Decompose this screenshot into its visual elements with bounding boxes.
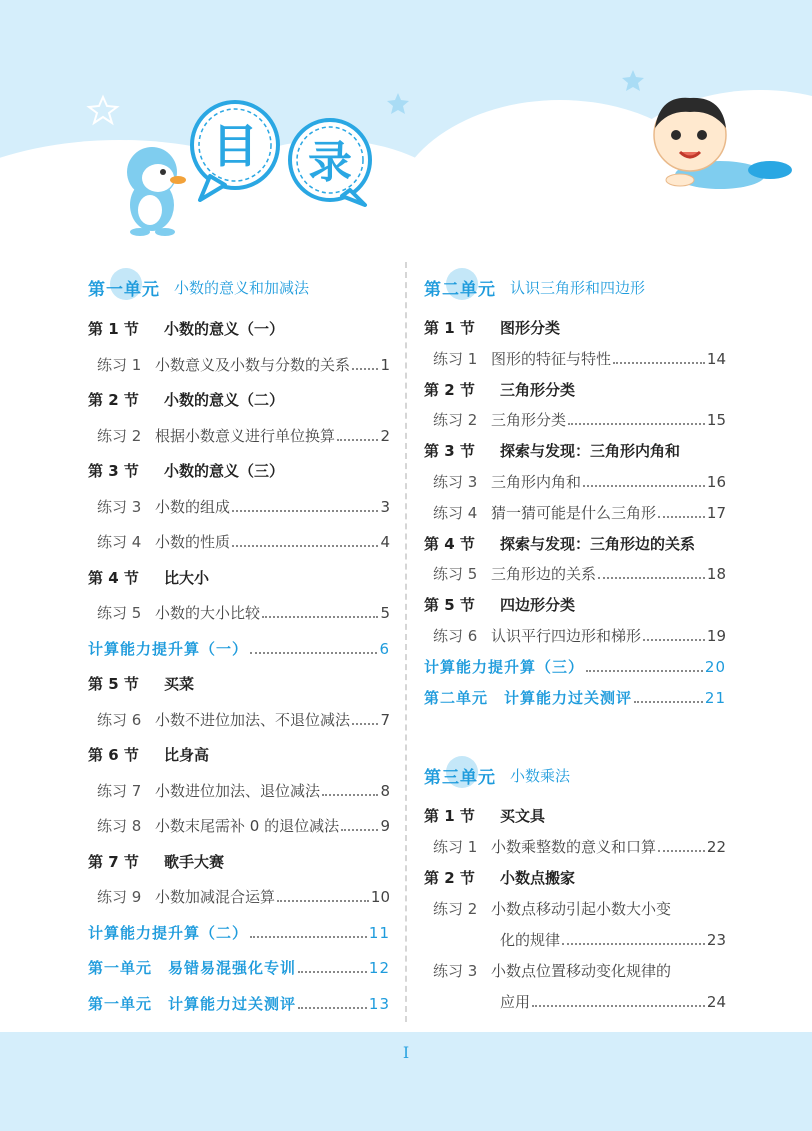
leader-dots: [658, 850, 705, 852]
entry-label: 练习 1: [97, 355, 142, 374]
entry-title: 根据小数意义进行单位换算: [155, 426, 336, 445]
entry-title: 小数的性质: [155, 533, 231, 551]
entry-label: 练习 1: [433, 838, 478, 856]
leader-dots: [568, 423, 705, 425]
exercise-entry: [424, 625, 726, 646]
page-ref: 19: [706, 627, 726, 645]
title-char-1: 目: [212, 119, 258, 173]
leader-dots: [232, 510, 378, 512]
page-ref: 13: [368, 994, 390, 1013]
exercise-entry: [88, 815, 390, 836]
entry-title: 三角形内角和: [491, 473, 582, 491]
entry-label: 练习 1: [433, 349, 478, 368]
section-heading: [424, 379, 726, 400]
entry-title: 小数的大小比较: [155, 604, 261, 622]
entry-title: 计算能力提升算（一）: [88, 639, 249, 658]
unit-badge-3: 第三单元: [424, 763, 496, 788]
entry-label: 练习 2: [433, 411, 478, 430]
entry-title: 第一单元 易错易混强化专训: [88, 959, 297, 977]
entry-title: 三角形分类: [491, 411, 567, 430]
leader-dots: [598, 577, 705, 579]
exercise-entry: [88, 354, 390, 375]
entry-label: 练习 7: [97, 781, 142, 800]
entry-label: 第 3 节: [424, 442, 475, 461]
leader-dots: [322, 794, 378, 796]
entry-title: 小数的意义（三）: [164, 462, 285, 480]
exercise-entry-continued: [500, 929, 726, 950]
exercise-entry: [88, 531, 390, 552]
exercise-entry: [424, 502, 726, 523]
page-ref: 5: [380, 604, 390, 622]
star-icon: [387, 93, 409, 114]
entry-title: 四边形分类: [500, 596, 576, 615]
exercise-entry: [88, 602, 390, 623]
unit-heading-1: [88, 270, 309, 304]
page-ref: 6: [379, 639, 390, 658]
exercise-entry: [88, 709, 390, 730]
entry-label: 第 1 节: [88, 320, 139, 338]
entry-label: 第 7 节: [88, 852, 139, 871]
page-ref: 9: [380, 817, 390, 835]
leader-dots: [337, 439, 378, 441]
unit-badge-1: 第一单元: [88, 275, 160, 300]
leader-dots: [643, 639, 705, 641]
entry-title: 第一单元 计算能力过关测评: [88, 994, 297, 1013]
section-heading: [424, 594, 726, 615]
page-ref: 2: [380, 426, 390, 445]
entry-title: 小数点搬家: [500, 869, 576, 887]
entry-label: 第 5 节: [88, 675, 139, 693]
entry-label: 第 5 节: [424, 596, 475, 615]
page-ref: 4: [380, 533, 390, 551]
entry-label: 第 2 节: [88, 391, 139, 409]
exercise-entry: [88, 780, 390, 801]
section-heading: [424, 867, 726, 888]
exercise-entry: [88, 425, 390, 446]
entry-title: 三角形边的关系: [491, 565, 597, 584]
entry-title: 小数加减混合运算: [155, 888, 276, 906]
entry-title: 买菜: [164, 675, 195, 693]
exercise-entry: [424, 898, 726, 919]
page-ref: 8: [380, 781, 390, 800]
entry-label: 第 2 节: [424, 380, 475, 399]
section-heading: [88, 567, 390, 588]
entry-label: 第 4 节: [424, 534, 475, 553]
special-entry: [88, 957, 390, 978]
leader-dots: [562, 943, 705, 945]
leader-dots: [352, 723, 378, 725]
entry-title: 探索与发现：三角形边的关系: [500, 534, 696, 553]
page-ref: 24: [706, 993, 726, 1011]
page-ref: 7: [380, 710, 390, 729]
entry-label: 练习 6: [97, 710, 142, 729]
exercise-entry: [424, 409, 726, 430]
section-heading: [88, 389, 390, 410]
exercise-entry: [88, 886, 390, 907]
page-ref: 15: [706, 411, 726, 430]
entry-title: 图形的特征与特性: [491, 349, 612, 368]
special-entry: [88, 922, 390, 943]
leader-dots: [298, 1007, 367, 1009]
entry-label: 练习 4: [433, 503, 478, 522]
leader-dots: [341, 829, 378, 831]
entry-title-continued: 化的规律: [500, 931, 561, 949]
exercise-entry: [424, 471, 726, 492]
unit-badge-2: 第二单元: [424, 275, 496, 300]
entry-label: 练习 2: [97, 426, 142, 445]
entry-title: 计算能力提升算（二）: [88, 923, 249, 942]
page-ref: 22: [706, 838, 726, 856]
leader-dots: [658, 516, 705, 518]
leader-dots: [250, 936, 367, 938]
entry-title: 小数的组成: [155, 497, 231, 516]
entry-title: 猜一猜可能是什么三角形: [491, 503, 657, 522]
entry-title: 比身高: [164, 746, 210, 764]
entry-title: 小数进位加法、退位减法: [155, 781, 321, 800]
column-divider: [405, 262, 407, 1022]
section-heading: [88, 673, 390, 694]
unit-heading-2: [424, 270, 645, 304]
unit-heading-3: [424, 758, 570, 792]
entry-title: 小数意义及小数与分数的关系: [155, 355, 351, 374]
section-heading: [88, 744, 390, 765]
entry-title: 小数不进位加法、不退位减法: [155, 710, 351, 729]
exercise-entry: [424, 563, 726, 584]
star-icon: [89, 97, 117, 123]
entry-title: 三角形分类: [500, 380, 576, 399]
entry-label: 第 2 节: [424, 869, 475, 887]
entry-title-continued: 应用: [500, 993, 531, 1011]
section-heading: [88, 851, 390, 872]
leader-dots: [352, 368, 378, 370]
unit-title-2: 认识三角形和四边形: [510, 278, 646, 297]
cloud-background: [0, 0, 812, 260]
page-ref: 16: [706, 473, 726, 491]
leader-dots: [586, 670, 703, 672]
header-banner: [0, 0, 812, 260]
page-ref: 14: [706, 349, 726, 368]
entry-label: 练习 8: [97, 817, 142, 835]
page-ref: 21: [704, 688, 726, 707]
leader-dots: [532, 1005, 705, 1007]
entry-title: 小数点移动引起小数大小变: [491, 900, 672, 918]
entry-label: 第 6 节: [88, 746, 139, 764]
leader-dots: [232, 545, 378, 547]
special-entry: [424, 687, 726, 708]
page-ref: 20: [704, 657, 726, 676]
exercise-entry: [424, 348, 726, 369]
leader-dots: [298, 971, 367, 973]
entry-label: 练习 4: [97, 533, 142, 551]
section-heading: [424, 317, 726, 338]
entry-label: 第 1 节: [424, 807, 475, 825]
page-ref: 18: [706, 565, 726, 584]
entry-title: 小数的意义（二）: [164, 391, 285, 409]
leader-dots: [277, 900, 369, 902]
page-ref: 11: [368, 923, 390, 942]
unit-title-3: 小数乘法: [510, 766, 571, 785]
entry-label: 练习 6: [433, 627, 478, 645]
section-heading: [88, 460, 390, 481]
special-entry: [88, 993, 390, 1014]
section-heading: [424, 805, 726, 826]
entry-title: 比大小: [164, 568, 210, 587]
entry-label: 练习 9: [97, 888, 142, 906]
exercise-entry-continued: [500, 991, 726, 1012]
leader-dots: [634, 701, 703, 703]
entry-label: 练习 3: [97, 497, 142, 516]
entry-title: 计算能力提升算（三）: [424, 657, 585, 676]
entry-label: 练习 3: [433, 473, 478, 491]
page-number: I: [402, 1043, 410, 1062]
entry-label: 练习 5: [433, 565, 478, 584]
leader-dots: [583, 485, 705, 487]
leader-dots: [613, 362, 705, 364]
page-ref: 3: [380, 497, 390, 516]
entry-title: 第二单元 计算能力过关测评: [424, 688, 633, 707]
exercise-entry: [88, 496, 390, 517]
special-entry: [424, 656, 726, 677]
entry-title: 认识平行四边形和梯形: [491, 627, 642, 645]
page-ref: 17: [706, 503, 726, 522]
entry-title: 小数的意义（一）: [164, 320, 285, 338]
page-ref: 23: [706, 931, 726, 949]
unit-title-1: 小数的意义和加减法: [174, 278, 310, 297]
entry-label: 练习 3: [433, 962, 478, 980]
entry-label: 练习 5: [97, 604, 142, 622]
entry-title: 小数乘整数的意义和口算: [491, 838, 657, 856]
page-ref: 12: [368, 959, 390, 977]
star-icon: [622, 70, 644, 91]
entry-title: 买文具: [500, 807, 546, 825]
page-ref: 10: [370, 888, 390, 906]
section-heading: [424, 533, 726, 554]
entry-label: 第 4 节: [88, 568, 139, 587]
section-heading: [88, 318, 390, 339]
entry-label: 练习 2: [433, 900, 478, 918]
entry-title: 探索与发现：三角形内角和: [500, 442, 681, 461]
entry-title: 歌手大赛: [164, 852, 225, 871]
section-heading: [424, 440, 726, 461]
entry-label: 第 3 节: [88, 462, 139, 480]
page-ref: 1: [380, 355, 390, 374]
leader-dots: [250, 652, 377, 654]
entry-title: 小数末尾需补 0 的退位减法: [155, 817, 340, 835]
exercise-entry: [424, 960, 726, 981]
entry-label: 第 1 节: [424, 319, 475, 337]
special-entry: [88, 638, 390, 659]
entry-title: 小数点位置移动变化规律的: [491, 962, 672, 980]
exercise-entry: [424, 836, 726, 857]
entry-title: 图形分类: [500, 319, 561, 337]
leader-dots: [262, 616, 378, 618]
title-char-2: 录: [308, 137, 352, 188]
